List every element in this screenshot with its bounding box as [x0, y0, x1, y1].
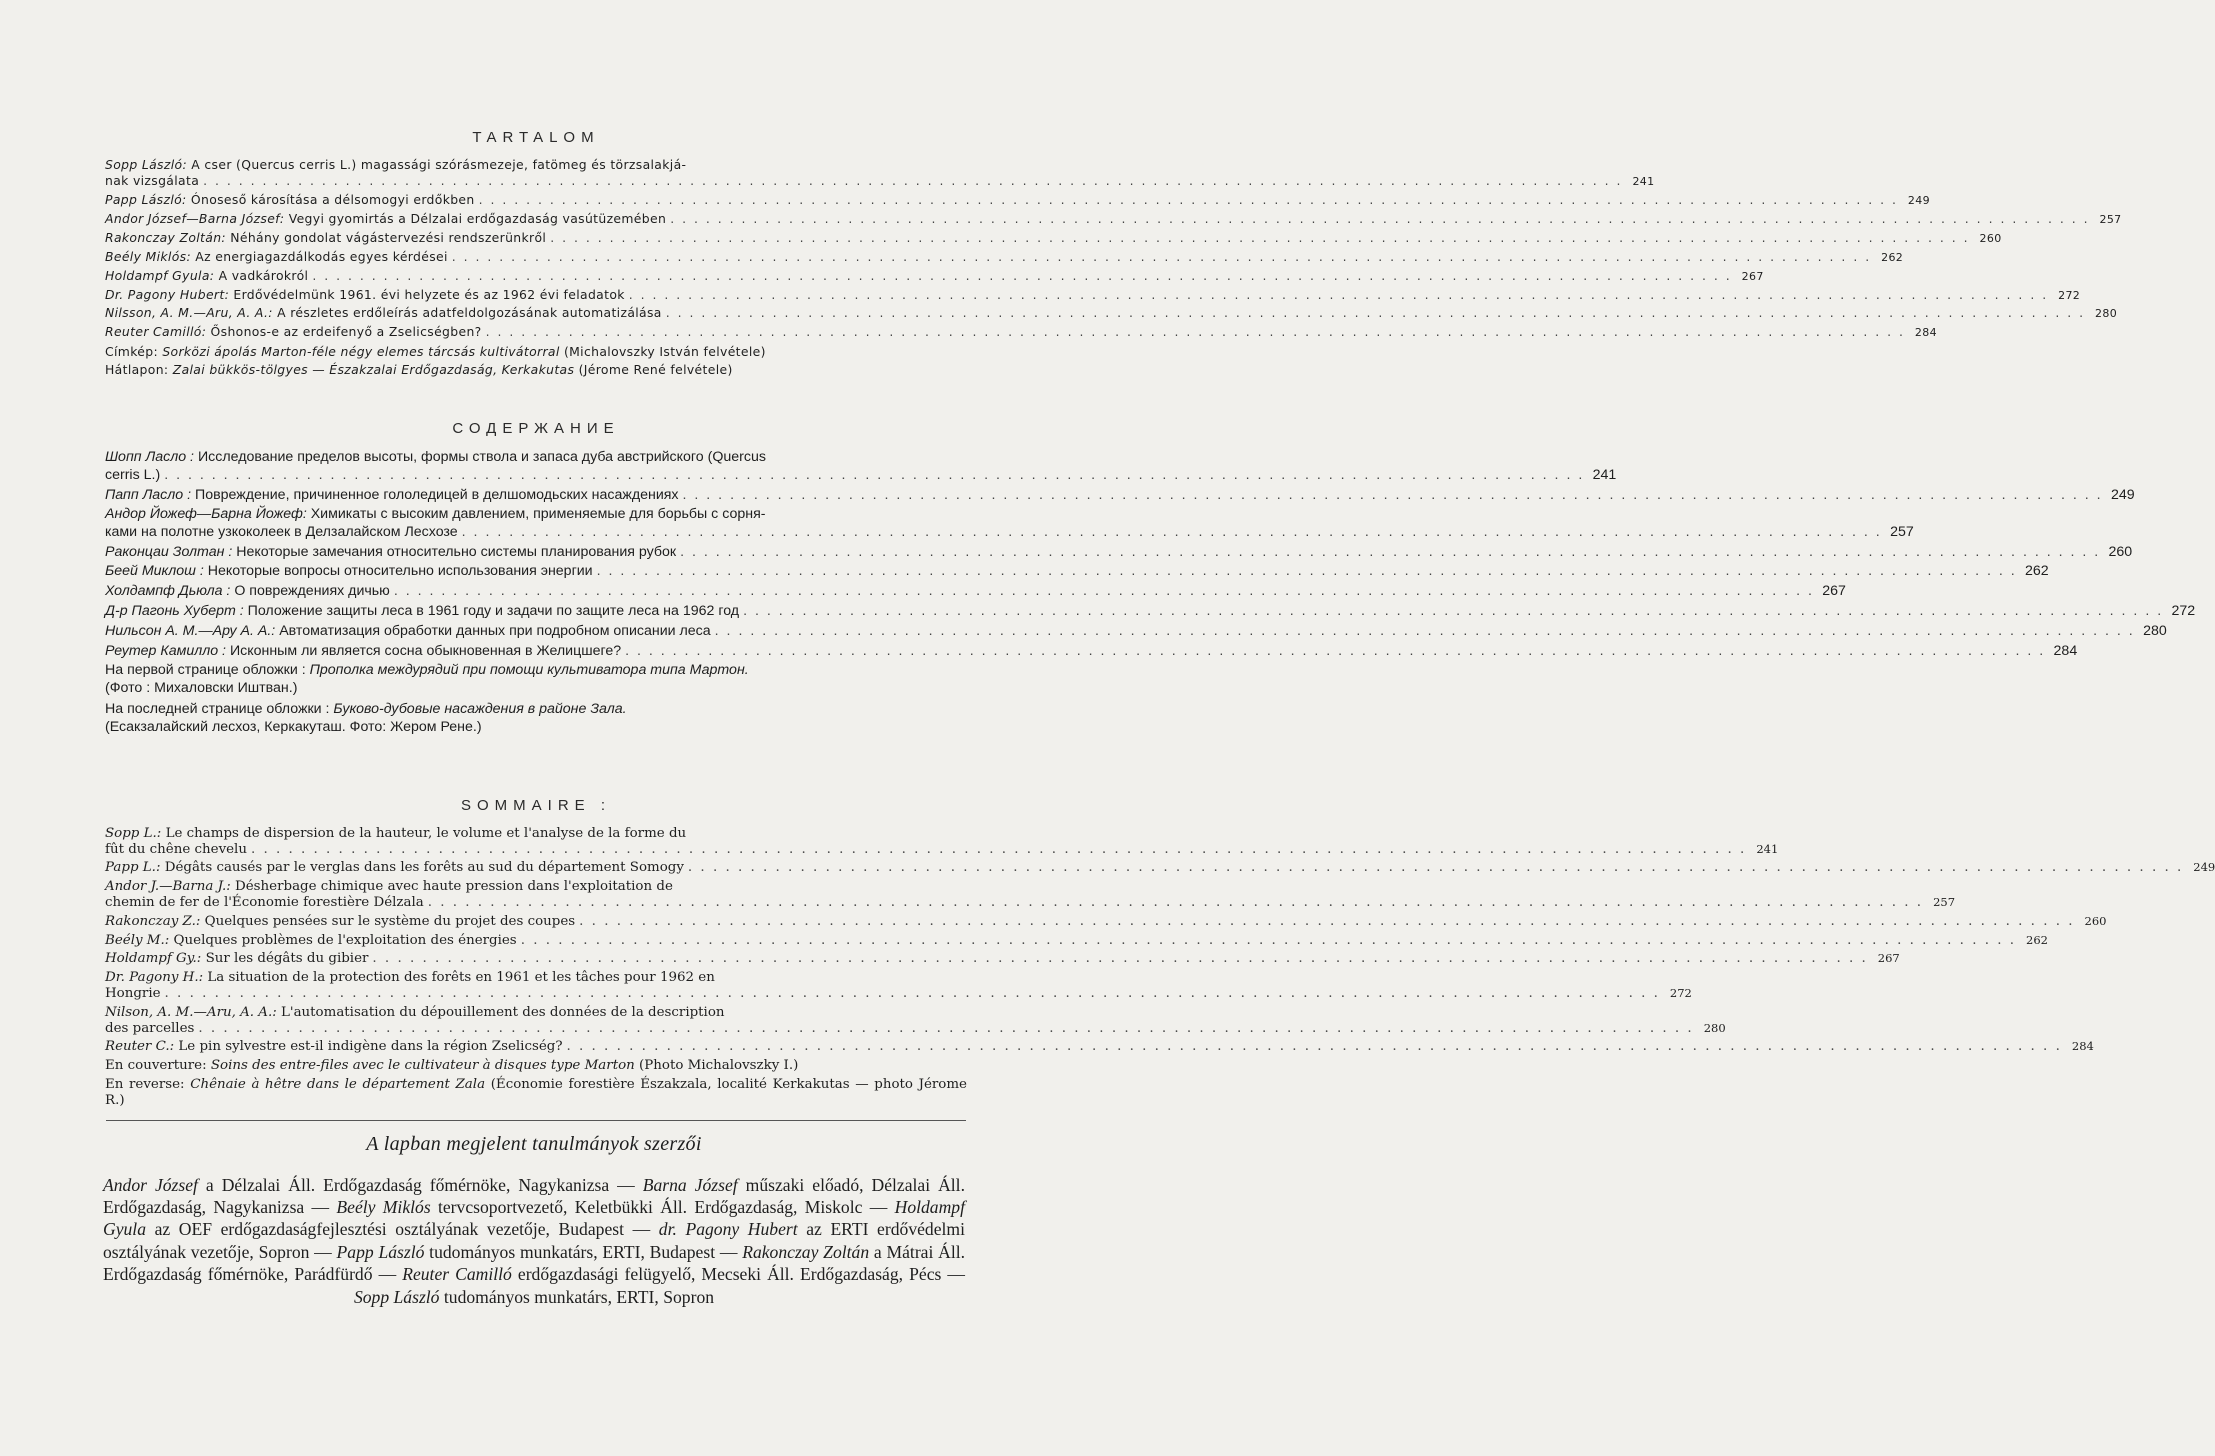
toc-title-line [105, 879, 967, 895]
leader-dots: . . . . . . . . . . . . . . . . . . . . . . . . . . . . . . . . . . . . . . . . . . . . . . . . . . . . . . . . . . . . . . . . . . . . . . . . . . . . . . . . . . . . . . . . . . . . . . . . . . . . . . . . . . . . . . . . . . . . . . . . [461, 523, 1882, 540]
toc-row [105, 932, 2048, 949]
toc-list [105, 825, 2215, 1055]
author-description: az OEF erdőgazdaságfejlesztési osztályának vezetője, Budapest — [146, 1219, 659, 1240]
toc-author: Д-р Пагонь Хуберт : [105, 603, 244, 619]
toc-title-end [105, 986, 161, 1002]
page-number: 249 [2193, 860, 2215, 875]
toc-title-end [105, 914, 575, 930]
toc-title-end [105, 211, 666, 228]
toc-row [105, 622, 2167, 640]
back-cover-note [105, 1077, 967, 1109]
toc-row [105, 543, 2133, 561]
toc-author: Беей Миклош : [105, 563, 204, 580]
authors-paragraph [103, 1174, 965, 1308]
contents-heading-russian: СОДЕРЖАНИЕ [452, 420, 620, 437]
page-number: 272 [2058, 288, 2081, 302]
toc-title-text: fût du chêne chevelu [105, 841, 247, 857]
cover-text: Прополка междурядий при помощи культиватора типа Мартон. [309, 662, 749, 679]
toc-title-text: Quelques problèmes de l'exploitation des énergies [173, 932, 517, 948]
authors-section [103, 1133, 965, 1326]
page-number: 257 [1890, 523, 1914, 540]
toc-entry [105, 192, 1930, 210]
page-number: 272 [2171, 603, 2196, 619]
page-number: 284 [1914, 326, 1937, 340]
toc-title-text: A részletes erdőleírás adatfeldolgozásának automatizálása [277, 305, 662, 321]
toc-title-end [105, 487, 679, 504]
toc-title-text: cerris L.) [105, 466, 161, 483]
toc-title-line [105, 826, 967, 842]
toc-row [105, 466, 1617, 484]
toc-row [105, 523, 1914, 541]
toc-title-line [105, 970, 967, 986]
toc-author: Dr. Pagony H.: [105, 970, 204, 986]
toc-author: Шопп Ласло : [105, 449, 194, 466]
toc-entry [105, 286, 2081, 305]
toc-title-text: Исконным ли является сосна обыкновенная в Желицшеге? [229, 642, 622, 659]
toc-author: Beély Miklós: [105, 248, 191, 264]
toc-title-text: Erdővédelmünk 1961. évi helyzete és az 1962 évi feladatok [233, 286, 625, 302]
toc-row [105, 860, 2215, 876]
back-cover-note [105, 701, 967, 736]
toc-list [105, 449, 2196, 660]
cover-note [105, 662, 967, 697]
toc-title-end [105, 544, 676, 561]
author-description: a Délzalai Áll. Erdőgazdaság főmérnöke, Nagykanizsa — [197, 1174, 643, 1195]
toc-entry [105, 324, 1937, 342]
toc-title-text: Некоторые замечания относительно системы планирования рубок [236, 543, 677, 560]
toc-entry [105, 248, 1904, 267]
back-text: Chênaie à hêtre dans le département Zala [190, 1076, 486, 1092]
toc-author: Dr. Pagony Hubert: [105, 286, 230, 302]
back-cover-note [105, 362, 967, 379]
toc-title-end [105, 583, 390, 600]
toc-title-end [105, 860, 684, 876]
leader-dots: . . . . . . . . . . . . . . . . . . . . . . . . . . . . . . . . . . . . . . . . . . . . . . . . . . . . . . . . . . . . . . . . . . . . . . . . . . . . . . . . . . . . . . . . . . . . . . . . . . . . . . . . . . . . . . . . . . . . . . . . [164, 985, 1660, 1001]
leader-dots: . . . . . . . . . . . . . . . . . . . . . . . . . . . . . . . . . . . . . . . . . . . . . . . . . . . . . . . . . . . . . . . . . . . . . . . . . . . . . . . . . . . . . . . . . . . . . . . . . . . . . . . . . . . . . . . . . . . . . . . . [550, 229, 1970, 245]
cover-credit: (Photo Michalovszky I.) [639, 1058, 799, 1074]
leader-dots: . . . . . . . . . . . . . . . . . . . . . . . . . . . . . . . . . . . . . . . . . . . . . . . . . . . . . . . . . . . . . . . . . . . . . . . . . . . . . . . . . . . . . . . . . . . . . . . . . . . . . . . . . . . . . . . . . . . . . . . . [665, 305, 2086, 321]
author-name: Andor József [103, 1174, 198, 1195]
page-number: 267 [1822, 583, 1846, 600]
toc-title-text: Dégâts causés par le verglas dans les forêts au sud du département Somogy [164, 860, 684, 876]
page-number: 267 [1877, 951, 1900, 966]
page-number: 267 [1741, 269, 1764, 283]
toc-author: Раконцаи Золтан : [105, 543, 233, 560]
cover-label: На первой странице обложки : [105, 662, 306, 679]
leader-dots: . . . . . . . . . . . . . . . . . . . . . . . . . . . . . . . . . . . . . . . . . . . . . . . . . . . . . . . . . . . . . . . . . . . . . . . . . . . . . . . . . . . . . . . . . . . . . . . . . . . . . . . . . . . . . . . . . . . . . . . . [164, 466, 1585, 483]
toc-author: Holdampf Gy.: [105, 951, 202, 967]
toc-title-text: Положение защиты леса в 1961 году и задачи по защите леса на 1962 год [247, 603, 740, 619]
toc-entry [105, 1004, 1726, 1037]
back-text: Zalai bükkös-tölgyes — Északzalai Erdőgazdaság, Kerkakutas [172, 361, 575, 377]
leader-dots: . . . . . . . . . . . . . . . . . . . . . . . . . . . . . . . . . . . . . . . . . . . . . . . . . . . . . . . . . . . . . . . . . . . . . . . . . . . . . . . . . . . . . . . . . . . . . . . . . . . . . . . . . . . . . . . . . . . . . . . . [743, 603, 2164, 619]
toc-title-text: Sur les dégâts du gibier [205, 951, 369, 967]
toc-entry [105, 825, 1779, 858]
toc-title-line [105, 506, 967, 523]
contents-heading-french: SOMMAIRE : [460, 797, 611, 814]
toc-row [105, 913, 2107, 930]
toc-author: Папп Ласло : [105, 486, 192, 503]
toc-entry [105, 486, 2135, 504]
author-description: műszaki előadó, Délzalai Áll. Erdőgazdaság, Nagykanizsa — [103, 1174, 965, 1217]
back-credit: (Jérome René felvétele) [578, 361, 733, 377]
toc-title: Le champs de dispersion de la hauteur, le volume et l'analyse de la forme du [165, 825, 687, 841]
page-number: 260 [1979, 231, 2002, 245]
toc-entry [105, 583, 1846, 600]
toc-title-text: Vegyi gyomirtás a Délzalai erdőgazdaság vasútüzemében [288, 210, 667, 226]
toc-title-end [105, 842, 247, 858]
leader-dots: . . . . . . . . . . . . . . . . . . . . . . . . . . . . . . . . . . . . . . . . . . . . . . . . . . . . . . . . . . . . . . . . . . . . . . . . . . . . . . . . . . . . . . . . . . . . . . . . . . . . . . . . . . . . . . . . . . . . . . . . [485, 324, 1905, 340]
toc-title: La situation de la protection des forêts en 1961 et les tâches pour 1962 en [207, 970, 715, 986]
toc-entry [105, 156, 1655, 191]
cover-label: Címkép: [105, 343, 159, 359]
page-number: 280 [2143, 622, 2167, 639]
leader-dots: . . . . . . . . . . . . . . . . . . . . . . . . . . . . . . . . . . . . . . . . . . . . . . . . . . . . . . . . . . . . . . . . . . . . . . . . . . . . . . . . . . . . . . . . . . . . . . . . . . . . . . . . . . . . . . . . . . . . . . . . [596, 563, 2017, 580]
toc-title-end [105, 287, 625, 304]
toc-title-end [105, 643, 621, 660]
page-number: 241 [1592, 466, 1617, 483]
back-credit: (Économie forestière Északzala, localité Kerkakutas — photo Jérome R.) [105, 1076, 967, 1108]
toc-title-end [105, 895, 424, 911]
toc-title-end [105, 467, 160, 484]
toc-title-text: nak vizsgálata [105, 173, 200, 189]
toc-row [105, 1039, 2094, 1055]
author-description: tervcsoportvezető, Keletbükki Áll. Erdőgazdaság, Miskolc — [430, 1197, 895, 1217]
page-number: 257 [1933, 894, 1956, 909]
toc-title-text: A vadkárokról [218, 267, 309, 283]
toc-row [105, 486, 2135, 504]
toc-author: Papp L.: [105, 860, 161, 876]
toc-author: Beély M.: [105, 932, 170, 948]
toc-title: Désherbage chimique avec haute pression dans l'exploitation de [235, 879, 673, 895]
toc-entry [105, 449, 1617, 484]
toc-row [105, 173, 1655, 191]
page-number: 241 [1756, 841, 1779, 856]
toc-author: Rakonczay Zoltán: [105, 229, 226, 245]
author-description: a Mátrai Áll. Erdőgazdaság főmérnöke, Parádfürdő — [103, 1241, 966, 1285]
toc-title-text: Néhány gondolat vágástervezési rendszerünkről [230, 229, 547, 245]
toc-title-text: Quelques pensées sur le système du projet des coupes [204, 913, 576, 929]
leader-dots: . . . . . . . . . . . . . . . . . . . . . . . . . . . . . . . . . . . . . . . . . . . . . . . . . . . . . . . . . . . . . . . . . . . . . . . . . . . . . . . . . . . . . . . . . . . . . . . . . . . . . . . . . . . . . . . . . . . . . . . . [427, 894, 1924, 910]
leader-dots: . . . . . . . . . . . . . . . . . . . . . . . . . . . . . . . . . . . . . . . . . . . . . . . . . . . . . . . . . . . . . . . . . . . . . . . . . . . . . . . . . . . . . . . . . . . . . . . . . . . . . . . . . . . . . . . . . . . . . . . . [250, 841, 1747, 857]
toc-entry [105, 951, 1900, 967]
toc-row [105, 603, 2196, 620]
contents-russian [105, 420, 2196, 740]
author-name: Beély Miklós [336, 1197, 431, 1217]
back-label: Hátlapon: [105, 361, 169, 377]
back-label: En reverse: [105, 1076, 185, 1092]
toc-title: L'automatisation du dépouillement des données de la description [281, 1004, 725, 1020]
author-description: tudományos munkatárs, ERTI, Budapest — [424, 1241, 743, 1262]
toc-title: A cser (Quercus cerris L.) magassági szórásmezeje, fatömeg és törzsalakjá- [191, 156, 687, 172]
toc-title-end [105, 933, 517, 949]
leader-dots: . . . . . . . . . . . . . . . . . . . . . . . . . . . . . . . . . . . . . . . . . . . . . . . . . . . . . . . . . . . . . . . . . . . . . . . . . . . . . . . . . . . . . . . . . . . . . . . . . . . . . . . . . . . . . . . . . . . . . . . . [566, 1039, 2062, 1055]
toc-row [105, 248, 1904, 267]
toc-row [105, 305, 2118, 323]
toc-row [105, 563, 2049, 580]
toc-row [105, 985, 1692, 1002]
toc-entry [105, 563, 2049, 580]
toc-author: Нильсон А. М.—Ару А. А.: [105, 622, 276, 639]
toc-title-text: Az energiagazdálkodás egyes kérdései [195, 248, 448, 264]
toc-title-text: Автоматизация обработки данных при подробном описании леса [279, 622, 711, 639]
cover-text: Sorközi ápolás Marton-féle négy elemes tárcsás kultivátorral [162, 343, 560, 359]
toc-row [105, 642, 2078, 660]
leader-dots: . . . . . . . . . . . . . . . . . . . . . . . . . . . . . . . . . . . . . . . . . . . . . . . . . . . . . . . . . . . . . . . . . . . . . . . . . . . . . . . . . . . . . . . . . . . . . . . . . . . . . . . . . . . . . . . . . . . . . . . . [451, 248, 1872, 264]
toc-title-end [105, 268, 308, 285]
toc-title: Исследование пределов высоты, формы ствола и запаса дуба австрийского (Quercus [197, 449, 766, 466]
leader-dots: . . . . . . . . . . . . . . . . . . . . . . . . . . . . . . . . . . . . . . . . . . . . . . . . . . . . . . . . . . . . . . . . . . . . . . . . . . . . . . . . . . . . . . . . . . . . . . . . . . . . . . . . . . . . . . . . . . . . . . . . [372, 951, 1868, 967]
cover-text: Soins des entre-files avec le cultivateur à disques type Marton [210, 1058, 635, 1074]
toc-row [105, 894, 1956, 911]
author-description: erdőgazdasági felügyelő, Mecseki Áll. Erdőgazdaság, Pécs — [511, 1264, 965, 1285]
toc-entry [105, 267, 1764, 286]
page-number: 262 [2025, 563, 2049, 580]
leader-dots: . . . . . . . . . . . . . . . . . . . . . . . . . . . . . . . . . . . . . . . . . . . . . . . . . . . . . . . . . . . . . . . . . . . . . . . . . . . . . . . . . . . . . . . . . . . . . . . . . . . . . . . . . . . . . . . . . . . . . . . . [682, 486, 2103, 503]
toc-author: Андор Йожеф—Барна Йожеф: [105, 506, 307, 523]
toc-entry [105, 229, 2002, 248]
toc-author: Nilson, A. M.—Aru, A. A.: [105, 1004, 277, 1020]
toc-title-line [105, 449, 967, 466]
toc-title-end [105, 192, 475, 209]
toc-author: Холдампф Дьюла : [105, 583, 231, 600]
leader-dots: . . . . . . . . . . . . . . . . . . . . . . . . . . . . . . . . . . . . . . . . . . . . . . . . . . . . . . . . . . . . . . . . . . . . . . . . . . . . . . . . . . . . . . . . . . . . . . . . . . . . . . . . . . . . . . . . . . . . . . . . [520, 932, 2016, 948]
toc-row [105, 210, 2122, 229]
divider-rule [106, 1120, 966, 1121]
leader-dots: . . . . . . . . . . . . . . . . . . . . . . . . . . . . . . . . . . . . . . . . . . . . . . . . . . . . . . . . . . . . . . . . . . . . . . . . . . . . . . . . . . . . . . . . . . . . . . . . . . . . . . . . . . . . . . . . . . . . . . . . [198, 1020, 1694, 1036]
leader-dots: . . . . . . . . . . . . . . . . . . . . . . . . . . . . . . . . . . . . . . . . . . . . . . . . . . . . . . . . . . . . . . . . . . . . . . . . . . . . . . . . . . . . . . . . . . . . . . . . . . . . . . . . . . . . . . . . . . . . . . . . [312, 267, 1732, 283]
toc-title-text: Le pin sylvestre est-il indigène dans la région Zselicség? [178, 1039, 563, 1055]
toc-entry [105, 622, 2167, 640]
toc-author: Nilsson, A. M.—Aru, A. A.: [105, 305, 273, 321]
toc-row [105, 192, 1930, 210]
back-label: На последней странице обложки : [105, 701, 330, 718]
cover-note [105, 1058, 967, 1074]
cover-credit: (Michalovszky István felvétele) [563, 343, 766, 359]
page-number: 284 [2053, 642, 2078, 659]
back-credit: (Есакзалайский лесхоз, Керкакуташ. Фото: Жером Рене.) [105, 718, 482, 735]
toc-title-end [105, 524, 458, 541]
toc-author: Reuter Camilló: [105, 324, 207, 340]
toc-author: Sopp L.: [105, 825, 162, 841]
toc-row [105, 841, 1779, 858]
cover-note [105, 344, 967, 361]
toc-row [105, 324, 1937, 342]
toc-title-end [105, 230, 546, 247]
leader-dots: . . . . . . . . . . . . . . . . . . . . . . . . . . . . . . . . . . . . . . . . . . . . . . . . . . . . . . . . . . . . . . . . . . . . . . . . . . . . . . . . . . . . . . . . . . . . . . . . . . . . . . . . . . . . . . . . . . . . . . . . [579, 913, 2075, 929]
toc-entry [105, 970, 1692, 1002]
contents-hungarian [105, 129, 2122, 380]
toc-entry [105, 305, 2118, 323]
toc-entry [105, 603, 2196, 620]
contents-heading-hungarian: TARTALOM [472, 129, 600, 146]
toc-title-text: Повреждение, причиненное гололедицей в делшомодьских насаждениях [195, 486, 679, 503]
page-number: 272 [1669, 985, 1692, 1000]
toc-title-text: ками на полотне узкоколеек в Делзалайском Лесхозе [105, 523, 458, 540]
page-number: 257 [2099, 212, 2122, 226]
leader-dots: . . . . . . . . . . . . . . . . . . . . . . . . . . . . . . . . . . . . . . . . . . . . . . . . . . . . . . . . . . . . . . . . . . . . . . . . . . . . . . . . . . . . . . . . . . . . . . . . . . . . . . . . . . . . . . . . . . . . . . . . [687, 860, 2184, 876]
page-number: 284 [2071, 1039, 2094, 1054]
page-number: 262 [2026, 932, 2048, 947]
toc-entry [105, 913, 2107, 930]
author-description: az ERTI erdővédelmi osztályának vezetője, Sopron — [103, 1219, 965, 1262]
leader-dots: . . . . . . . . . . . . . . . . . . . . . . . . . . . . . . . . . . . . . . . . . . . . . . . . . . . . . . . . . . . . . . . . . . . . . . . . . . . . . . . . . . . . . . . . . . . . . . . . . . . . . . . . . . . . . . . . . . . . . . . . [628, 286, 2049, 302]
toc-row [105, 1020, 1726, 1037]
author-description: tudományos munkatárs, ERTI, Sopron [439, 1286, 715, 1307]
page-number: 280 [2095, 307, 2118, 321]
toc-author: Sopp László: [105, 156, 187, 172]
leader-dots: . . . . . . . . . . . . . . . . . . . . . . . . . . . . . . . . . . . . . . . . . . . . . . . . . . . . . . . . . . . . . . . . . . . . . . . . . . . . . . . . . . . . . . . . . . . . . . . . . . . . . . . . . . . . . . . . . . . . . . . . [203, 173, 1623, 189]
leader-dots: . . . . . . . . . . . . . . . . . . . . . . . . . . . . . . . . . . . . . . . . . . . . . . . . . . . . . . . . . . . . . . . . . . . . . . . . . . . . . . . . . . . . . . . . . . . . . . . . . . . . . . . . . . . . . . . . . . . . . . . . [714, 622, 2135, 639]
toc-title-text: О повреждениях дичью [234, 583, 390, 600]
toc-author: Rakonczay Z.: [105, 913, 201, 929]
toc-title-end [105, 1021, 194, 1037]
author-name: Reuter Camilló [402, 1264, 512, 1285]
toc-author: Andor József—Barna József: [105, 210, 285, 226]
toc-title: Химикаты с высоким давлением, применяемые для борьбы с сорня- [310, 506, 766, 523]
toc-row [105, 229, 2002, 248]
toc-row [105, 583, 1846, 600]
toc-title-line [105, 157, 967, 174]
toc-row [105, 286, 2081, 305]
toc-title-end [105, 563, 593, 580]
page-number: 262 [1881, 250, 1904, 264]
toc-title-end [105, 951, 368, 967]
toc-author: Holdampf Gyula: [105, 267, 215, 283]
cover-credit: (Фото : Михаловски Иштван.) [105, 679, 298, 696]
leader-dots: . . . . . . . . . . . . . . . . . . . . . . . . . . . . . . . . . . . . . . . . . . . . . . . . . . . . . . . . . . . . . . . . . . . . . . . . . . . . . . . . . . . . . . . . . . . . . . . . . . . . . . . . . . . . . . . . . . . . . . . . [670, 210, 2090, 226]
toc-list [105, 156, 2122, 342]
toc-row [105, 951, 1900, 967]
authors-title: A lapban megjelent tanulmányok szerzői [366, 1133, 702, 1155]
toc-author: Reuter C.: [105, 1039, 175, 1055]
toc-title-text: Некоторые вопросы относительно использования энергии [207, 563, 593, 580]
author-name: Sopp László [353, 1286, 440, 1307]
toc-entry [105, 210, 2122, 229]
author-name: Rakonczay Zoltán [742, 1241, 870, 1262]
toc-author: Andor J.—Barna J.: [105, 879, 231, 895]
author-name: Papp László [336, 1241, 425, 1262]
toc-title-end [105, 623, 711, 640]
toc-author: Реутер Камилло : [105, 642, 227, 659]
toc-title-end [105, 324, 482, 341]
toc-entry [105, 506, 1914, 541]
cover-label: En couverture: [105, 1058, 207, 1074]
toc-entry [105, 879, 1956, 911]
page-number: 260 [2084, 913, 2107, 928]
page-number: 241 [1632, 175, 1655, 189]
leader-dots: . . . . . . . . . . . . . . . . . . . . . . . . . . . . . . . . . . . . . . . . . . . . . . . . . . . . . . . . . . . . . . . . . . . . . . . . . . . . . . . . . . . . . . . . . . . . . . . . . . . . . . . . . . . . . . . . . . . . . . . . [393, 583, 1814, 600]
author-name: dr. Pagony Hubert [658, 1219, 798, 1240]
toc-entry [105, 642, 2078, 660]
toc-title-end [105, 305, 662, 322]
toc-entry [105, 1039, 2094, 1055]
toc-author: Papp László: [105, 192, 187, 208]
toc-title-text: chemin de fer de l'Économie forestière Délzala [105, 894, 424, 910]
author-name: Barna József [642, 1174, 738, 1195]
toc-entry [105, 543, 2133, 561]
toc-title-end [105, 173, 199, 190]
toc-entry [105, 860, 2215, 876]
page-number: 249 [1907, 194, 1930, 208]
toc-row [105, 267, 1764, 286]
leader-dots: . . . . . . . . . . . . . . . . . . . . . . . . . . . . . . . . . . . . . . . . . . . . . . . . . . . . . . . . . . . . . . . . . . . . . . . . . . . . . . . . . . . . . . . . . . . . . . . . . . . . . . . . . . . . . . . . . . . . . . . . [478, 192, 1898, 208]
toc-title-line [105, 1005, 967, 1021]
toc-entry [105, 932, 2048, 949]
leader-dots: . . . . . . . . . . . . . . . . . . . . . . . . . . . . . . . . . . . . . . . . . . . . . . . . . . . . . . . . . . . . . . . . . . . . . . . . . . . . . . . . . . . . . . . . . . . . . . . . . . . . . . . . . . . . . . . . . . . . . . . . [625, 642, 2046, 659]
toc-title-end [105, 1039, 563, 1055]
contents-french [105, 797, 2215, 1112]
page-number: 280 [1703, 1020, 1726, 1035]
page-number: 249 [2110, 486, 2135, 503]
toc-title-text: Hongrie [105, 985, 161, 1001]
back-text: Буково-дубовые насаждения в районе Зала. [333, 701, 627, 718]
toc-title-text: Ónoseső károsítása a délsomogyi erdőkben [190, 192, 475, 208]
toc-title-text: des parcelles [105, 1020, 195, 1036]
toc-title-text: Őshonos-e az erdeifenyő a Zselicségben? [210, 324, 482, 340]
page-number: 260 [2108, 543, 2133, 560]
author-name: Holdampf Gyula [103, 1197, 965, 1240]
leader-dots: . . . . . . . . . . . . . . . . . . . . . . . . . . . . . . . . . . . . . . . . . . . . . . . . . . . . . . . . . . . . . . . . . . . . . . . . . . . . . . . . . . . . . . . . . . . . . . . . . . . . . . . . . . . . . . . . . . . . . . . . [680, 543, 2101, 560]
toc-title-end [105, 603, 739, 620]
toc-title-end [105, 249, 448, 266]
